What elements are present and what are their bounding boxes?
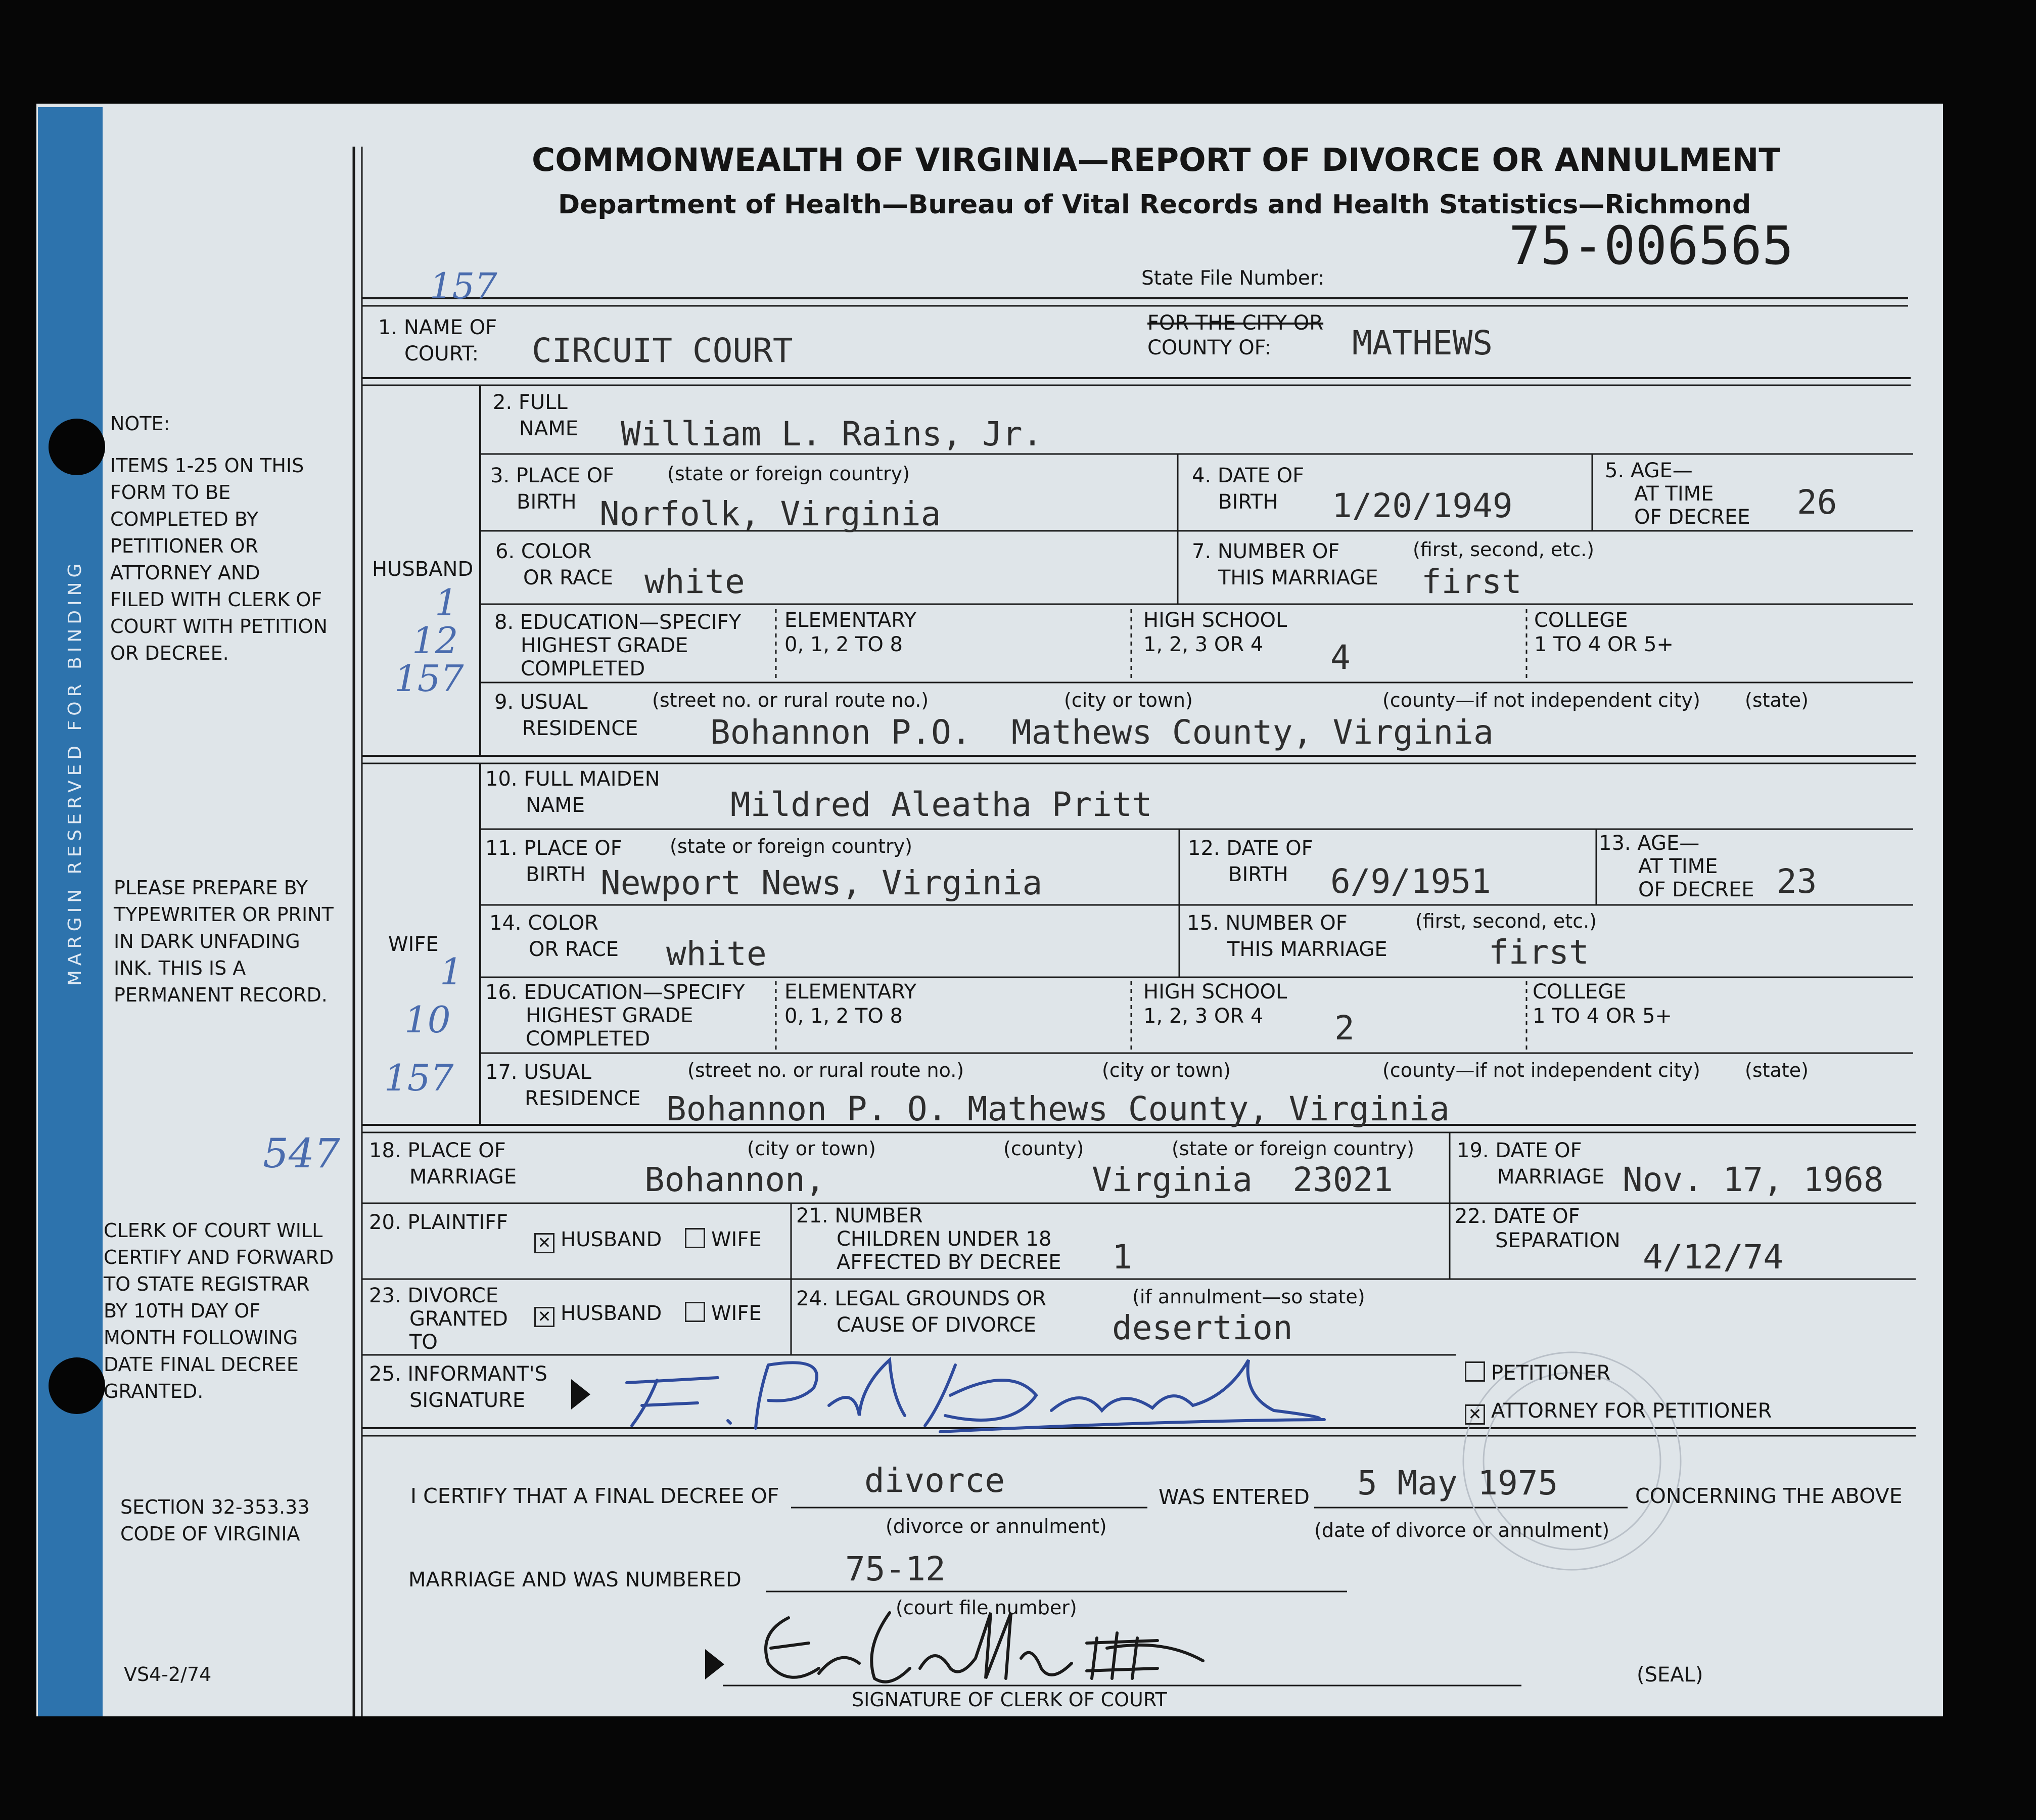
state-file-label: State File Number: xyxy=(1141,267,1325,290)
wife-birthplace-value: Newport News, Virginia xyxy=(600,863,1043,902)
wife-elementary-label: ELEMENTARY 0, 1, 2 TO 8 xyxy=(784,980,916,1028)
husband-birthplace-hint: (state or foreign country) xyxy=(667,463,910,485)
seal-label: (SEAL) xyxy=(1637,1663,1703,1687)
wife-dob-label: 12. DATE OF BIRTH xyxy=(1188,837,1313,886)
wife-highschool-label: HIGH SCHOOL 1, 2, 3 OR 4 xyxy=(1143,980,1287,1028)
wife-name-label: 10. FULL MAIDEN NAME xyxy=(485,767,660,817)
wife-code-2: 10 xyxy=(404,998,451,1041)
informant-label: 25. INFORMANT'S SIGNATURE xyxy=(369,1362,547,1412)
husband-marriage-number-value: first xyxy=(1421,562,1522,601)
husband-residence-label: 9. USUAL RESIDENCE xyxy=(494,691,638,740)
husband-marriage-number-label: 7. NUMBER OF THIS MARRIAGE xyxy=(1192,540,1378,589)
certify-label: I CERTIFY THAT A FINAL DECREE OF xyxy=(410,1484,779,1508)
wife-education-label: 16. EDUCATION—SPECIFY HIGHEST GRADE COMPLETED xyxy=(485,981,745,1051)
county-value: MATHEWS xyxy=(1352,324,1493,362)
plaintiff-husband-checkbox[interactable]: ✕ xyxy=(534,1233,554,1253)
wife-section-label: WIFE xyxy=(388,933,439,956)
grounds-value: desertion xyxy=(1112,1308,1293,1347)
grounds-hint: (if annulment—so state) xyxy=(1132,1286,1365,1308)
granted-to-label: 23. DIVORCE GRANTED TO xyxy=(369,1284,508,1354)
handwritten-code-top: 157 xyxy=(430,265,497,307)
granted-option-wife[interactable]: WIFE xyxy=(685,1300,762,1327)
wife-residence-label: 17. USUAL RESIDENCE xyxy=(485,1061,641,1110)
husband-elementary-label: ELEMENTARY 0, 1, 2 TO 8 xyxy=(784,609,916,656)
form-subtitle: Department of Health—Bureau of Vital Records and Health Statistics—Richmond xyxy=(558,190,1751,220)
marriage-place-label: 18. PLACE OF MARRIAGE xyxy=(369,1139,517,1189)
husband-dob-label: 4. DATE OF BIRTH xyxy=(1192,464,1305,514)
husband-residence-hint-city: (city or town) xyxy=(1064,689,1193,711)
husband-race-value: white xyxy=(644,562,745,601)
husband-code-3: 157 xyxy=(394,657,464,700)
marriage-date-value: Nov. 17, 1968 xyxy=(1623,1160,1884,1199)
wife-residence-value: Bohannon P. O. Mathews County, Virginia xyxy=(666,1089,1450,1128)
wife-dob-value: 6/9/1951 xyxy=(1330,862,1491,901)
children-value: 1 xyxy=(1112,1238,1132,1277)
marriage-place-hint-city: (city or town) xyxy=(747,1138,876,1160)
husband-marriage-number-hint: (first, second, etc.) xyxy=(1413,538,1594,561)
wife-age-label: 13. AGE— AT TIME OF DECREE xyxy=(1599,832,1754,901)
wife-race-label: 14. COLOR OR RACE xyxy=(489,912,619,961)
wife-residence-hint-city: (city or town) xyxy=(1102,1059,1231,1081)
entered-date-hint: (date of divorce or annulment) xyxy=(1314,1519,1610,1541)
handwritten-code-547: 547 xyxy=(263,1130,340,1177)
husband-age-label: 5. AGE— AT TIME OF DECREE xyxy=(1605,459,1750,529)
plaintiff-label: 20. PLAINTIFF xyxy=(369,1211,508,1234)
husband-age-value: 26 xyxy=(1797,483,1837,522)
grounds-label: 24. LEGAL GROUNDS OR CAUSE OF DIVORCE xyxy=(796,1287,1046,1337)
husband-dob-value: 1/20/1949 xyxy=(1332,486,1513,525)
marriage-place-city: Bohannon, xyxy=(644,1160,825,1199)
court-file-number-value: 75-12 xyxy=(845,1550,946,1588)
husband-residence-value: Bohannon P.O. Mathews County, Virginia xyxy=(710,713,1494,752)
wife-age-value: 23 xyxy=(1777,862,1817,901)
entered-date-value: 5 May 1975 xyxy=(1357,1464,1558,1503)
form-title: COMMONWEALTH OF VIRGINIA—REPORT OF DIVORCE OR ANNULMENT xyxy=(532,142,1781,178)
binding-margin-text: MARGIN RESERVED FOR BINDING xyxy=(65,559,85,986)
wife-code-3: 157 xyxy=(384,1057,454,1099)
marriage-place-state: Virginia 23021 xyxy=(1092,1160,1394,1199)
margin-section-ref: SECTION 32-353.33 CODE OF VIRGINIA xyxy=(120,1496,310,1545)
husband-residence-hint-county: (county—if not independent city) xyxy=(1382,689,1700,711)
court-name-value: CIRCUIT COURT xyxy=(532,331,793,370)
wife-birthplace-label: 11. PLACE OF BIRTH xyxy=(485,837,622,886)
plaintiff-option-wife[interactable]: WIFE xyxy=(685,1226,762,1253)
children-label: 21. NUMBER CHILDREN UNDER 18 AFFECTED BY DECREE xyxy=(796,1204,1061,1274)
wife-residence-hint-street: (street no. or rural route no.) xyxy=(687,1059,964,1081)
husband-birthplace-value: Norfolk, Virginia xyxy=(599,494,941,533)
wife-residence-hint-county: (county—if not independent city) xyxy=(1382,1059,1700,1081)
petitioner-checkbox[interactable] xyxy=(1465,1361,1485,1382)
marriage-place-hint-state: (state or foreign country) xyxy=(1172,1138,1414,1160)
margin-clerk-note: CLERK OF COURT WILL CERTIFY AND FORWARD TO STATE REGISTRAR BY 10TH DAY OF MONTH FOLLOWING DATE FINAL DECREE GRANTED. xyxy=(104,1219,334,1402)
husband-birthplace-label: 3. PLACE OF BIRTH xyxy=(490,464,615,514)
wife-marriage-number-value: first xyxy=(1489,933,1589,972)
separation-label: 22. DATE OF SEPARATION xyxy=(1455,1205,1621,1252)
granted-wife-checkbox[interactable] xyxy=(685,1302,705,1322)
state-file-number: 75-006565 xyxy=(1509,215,1794,277)
wife-code-1: 1 xyxy=(440,950,463,993)
wife-birthplace-hint: (state or foreign country) xyxy=(670,835,912,857)
decree-type-hint: (divorce or annulment) xyxy=(886,1515,1107,1537)
husband-race-label: 6. COLOR OR RACE xyxy=(495,540,614,589)
attorney-checkbox[interactable]: ✕ xyxy=(1465,1404,1485,1425)
decree-type-value: divorce xyxy=(864,1461,1005,1500)
numbered-label: MARRIAGE AND WAS NUMBERED xyxy=(408,1568,742,1591)
plaintiff-wife-checkbox[interactable] xyxy=(685,1228,705,1248)
wife-name-value: Mildred Aleatha Pritt xyxy=(730,785,1152,824)
wife-marriage-number-label: 15. NUMBER OF THIS MARRIAGE xyxy=(1187,912,1387,961)
husband-section-label: HUSBAND xyxy=(372,558,474,581)
husband-college-label: COLLEGE 1 TO 4 OR 5+ xyxy=(1534,609,1674,656)
margin-note: NOTE: ITEMS 1-25 ON THIS FORM TO BE COMPLETED BY PETITIONER OR ATTORNEY AND FILED WITH CLERK OF COURT WITH PETITION OR DECREE. xyxy=(110,413,328,664)
court-file-number-hint: (court file number) xyxy=(896,1597,1077,1619)
informant-role-petitioner[interactable]: PETITIONER xyxy=(1465,1360,1610,1386)
clerk-signature-label: SIGNATURE OF CLERK OF COURT xyxy=(852,1689,1167,1711)
court-name-label: 1. NAME OF COURT: xyxy=(378,316,497,366)
wife-marriage-number-hint: (first, second, etc.) xyxy=(1415,910,1597,932)
clerk-signature xyxy=(768,1648,771,1649)
city-label-struck: FOR THE CITY OR xyxy=(1147,311,1324,335)
form-code: VS4-2/74 xyxy=(124,1663,212,1686)
plaintiff-option-husband[interactable]: ✕ HUSBAND xyxy=(534,1226,662,1253)
county-label: COUNTY OF: xyxy=(1147,336,1272,359)
wife-race-value: white xyxy=(666,934,767,973)
husband-name-value: William L. Rains, Jr. xyxy=(621,415,1043,453)
informant-signature xyxy=(632,1405,635,1406)
separation-value: 4/12/74 xyxy=(1643,1238,1784,1277)
wife-college-label: COLLEGE 1 TO 4 OR 5+ xyxy=(1533,980,1672,1028)
marriage-date-label: 19. DATE OF MARRIAGE xyxy=(1457,1139,1605,1189)
husband-highschool-label: HIGH SCHOOL 1, 2, 3 OR 4 xyxy=(1143,609,1287,656)
husband-highschool-value: 4 xyxy=(1330,638,1351,677)
margin-prepare-note: PLEASE PREPARE BY TYPEWRITER OR PRINT IN DARK UNFADING INK. THIS IS A PERMANENT RECORD. xyxy=(114,877,334,1006)
husband-code-2: 12 xyxy=(412,619,458,662)
concerning-label: CONCERNING THE ABOVE xyxy=(1635,1484,1903,1508)
marriage-place-hint-county: (county) xyxy=(1003,1138,1084,1160)
entered-label: WAS ENTERED xyxy=(1159,1485,1310,1509)
granted-husband-checkbox[interactable]: ✕ xyxy=(534,1307,554,1327)
husband-residence-hint-street: (street no. or rural route no.) xyxy=(652,689,929,711)
husband-residence-hint-state: (state) xyxy=(1745,689,1809,711)
husband-education-label: 8. EDUCATION—SPECIFY HIGHEST GRADE COMPLETED xyxy=(494,611,742,680)
granted-option-husband[interactable]: ✕ HUSBAND xyxy=(534,1300,662,1327)
husband-name-label: 2. FULL NAME xyxy=(493,391,579,440)
wife-highschool-value: 2 xyxy=(1334,1009,1355,1048)
husband-code-1: 1 xyxy=(435,581,458,624)
wife-residence-hint-state: (state) xyxy=(1745,1059,1809,1081)
informant-role-attorney[interactable]: ✕ ATTORNEY FOR PETITIONER xyxy=(1465,1398,1772,1425)
